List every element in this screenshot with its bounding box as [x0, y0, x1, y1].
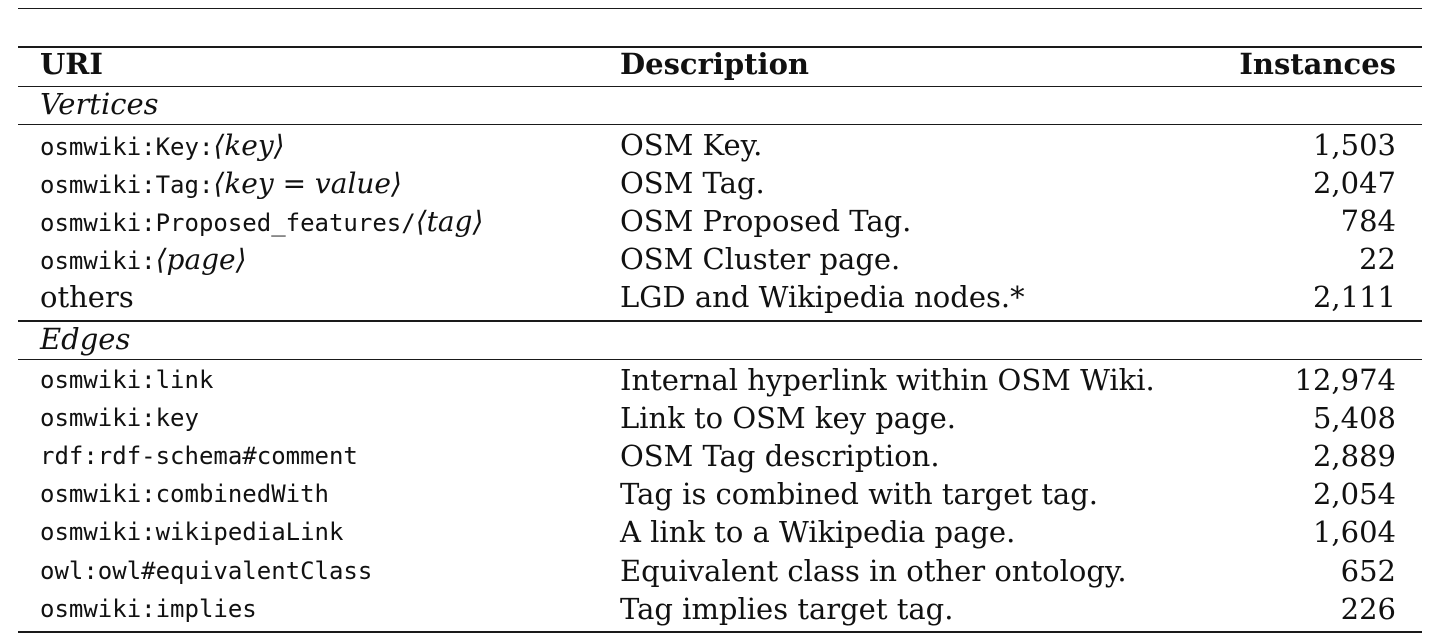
description-cell: Internal hyperlink within OSM Wiki.: [620, 363, 1155, 397]
table-row: [0, 361, 1438, 399]
uri-cell: osmwiki:implies: [40, 595, 257, 623]
instances-cell: 784: [1340, 204, 1396, 238]
table-row: [0, 399, 1438, 437]
uri-cell: owl:owl#equivalentClass: [40, 557, 373, 585]
uri-cell: osmwiki:Proposed_features/⟨tag⟩: [40, 205, 484, 238]
description-cell: Link to OSM key page.: [620, 401, 957, 435]
instances-cell: 2,047: [1312, 166, 1396, 200]
vertices-group-label: Vertices: [40, 87, 159, 121]
uri-cell: rdf:rdf-schema#comment: [40, 442, 358, 470]
instances-cell: 22: [1359, 242, 1396, 276]
table-row: [0, 126, 1438, 164]
description-cell: LGD and Wikipedia nodes.*: [620, 280, 1025, 314]
header-uri: URI: [40, 47, 103, 81]
table-row: [0, 475, 1438, 513]
uri-cell: osmwiki:Key:⟨key⟩: [40, 129, 285, 162]
table-row: [0, 437, 1438, 475]
vertices-group-row: [0, 85, 1438, 123]
description-cell: OSM Proposed Tag.: [620, 204, 912, 238]
uri-cell: osmwiki:combinedWith: [40, 480, 329, 508]
uri-cell: osmwiki:wikipediaLink: [40, 518, 344, 546]
description-cell: OSM Cluster page.: [620, 242, 901, 276]
uri-cell: osmwiki:link: [40, 366, 214, 394]
description-cell: Equivalent class in other ontology.: [620, 554, 1127, 588]
table-row: [0, 240, 1438, 278]
vertices-rule: [18, 124, 1422, 125]
header-instances: Instances: [1239, 47, 1396, 81]
table-row: [0, 202, 1438, 240]
uri-cell: osmwiki:Tag:⟨key = value⟩: [40, 167, 402, 200]
instances-cell: 12,974: [1294, 363, 1396, 397]
table-top-outer-rule: [18, 8, 1422, 9]
table-row: [0, 590, 1438, 628]
instances-cell: 226: [1340, 592, 1396, 626]
description-cell: A link to a Wikipedia page.: [620, 515, 1016, 549]
description-cell: OSM Tag description.: [620, 439, 940, 473]
uri-cell: osmwiki:⟨page⟩: [40, 243, 247, 276]
instances-cell: 652: [1340, 554, 1396, 588]
table-header-row: [0, 45, 1438, 83]
description-cell: Tag is combined with target tag.: [620, 477, 1098, 511]
header-description: Description: [620, 47, 809, 81]
uri-cell: others: [40, 280, 134, 314]
description-cell: OSM Key.: [620, 128, 763, 162]
instances-cell: 5,408: [1312, 401, 1396, 435]
instances-cell: 1,604: [1312, 515, 1396, 549]
instances-cell: 1,503: [1312, 128, 1396, 162]
table-row: [0, 513, 1438, 551]
instances-cell: 2,054: [1312, 477, 1396, 511]
instances-cell: 2,111: [1312, 280, 1396, 314]
edges-rule: [18, 359, 1422, 360]
uri-cell: osmwiki:key: [40, 404, 199, 432]
table-row: [0, 552, 1438, 590]
instances-cell: 2,889: [1312, 439, 1396, 473]
description-cell: OSM Tag.: [620, 166, 765, 200]
edges-group-row: [0, 320, 1438, 358]
table-row: [0, 164, 1438, 202]
description-cell: Tag implies target tag.: [620, 592, 954, 626]
table-bottom-rule: [18, 631, 1422, 633]
table-row: [0, 278, 1438, 316]
edges-group-label: Edges: [40, 322, 131, 356]
